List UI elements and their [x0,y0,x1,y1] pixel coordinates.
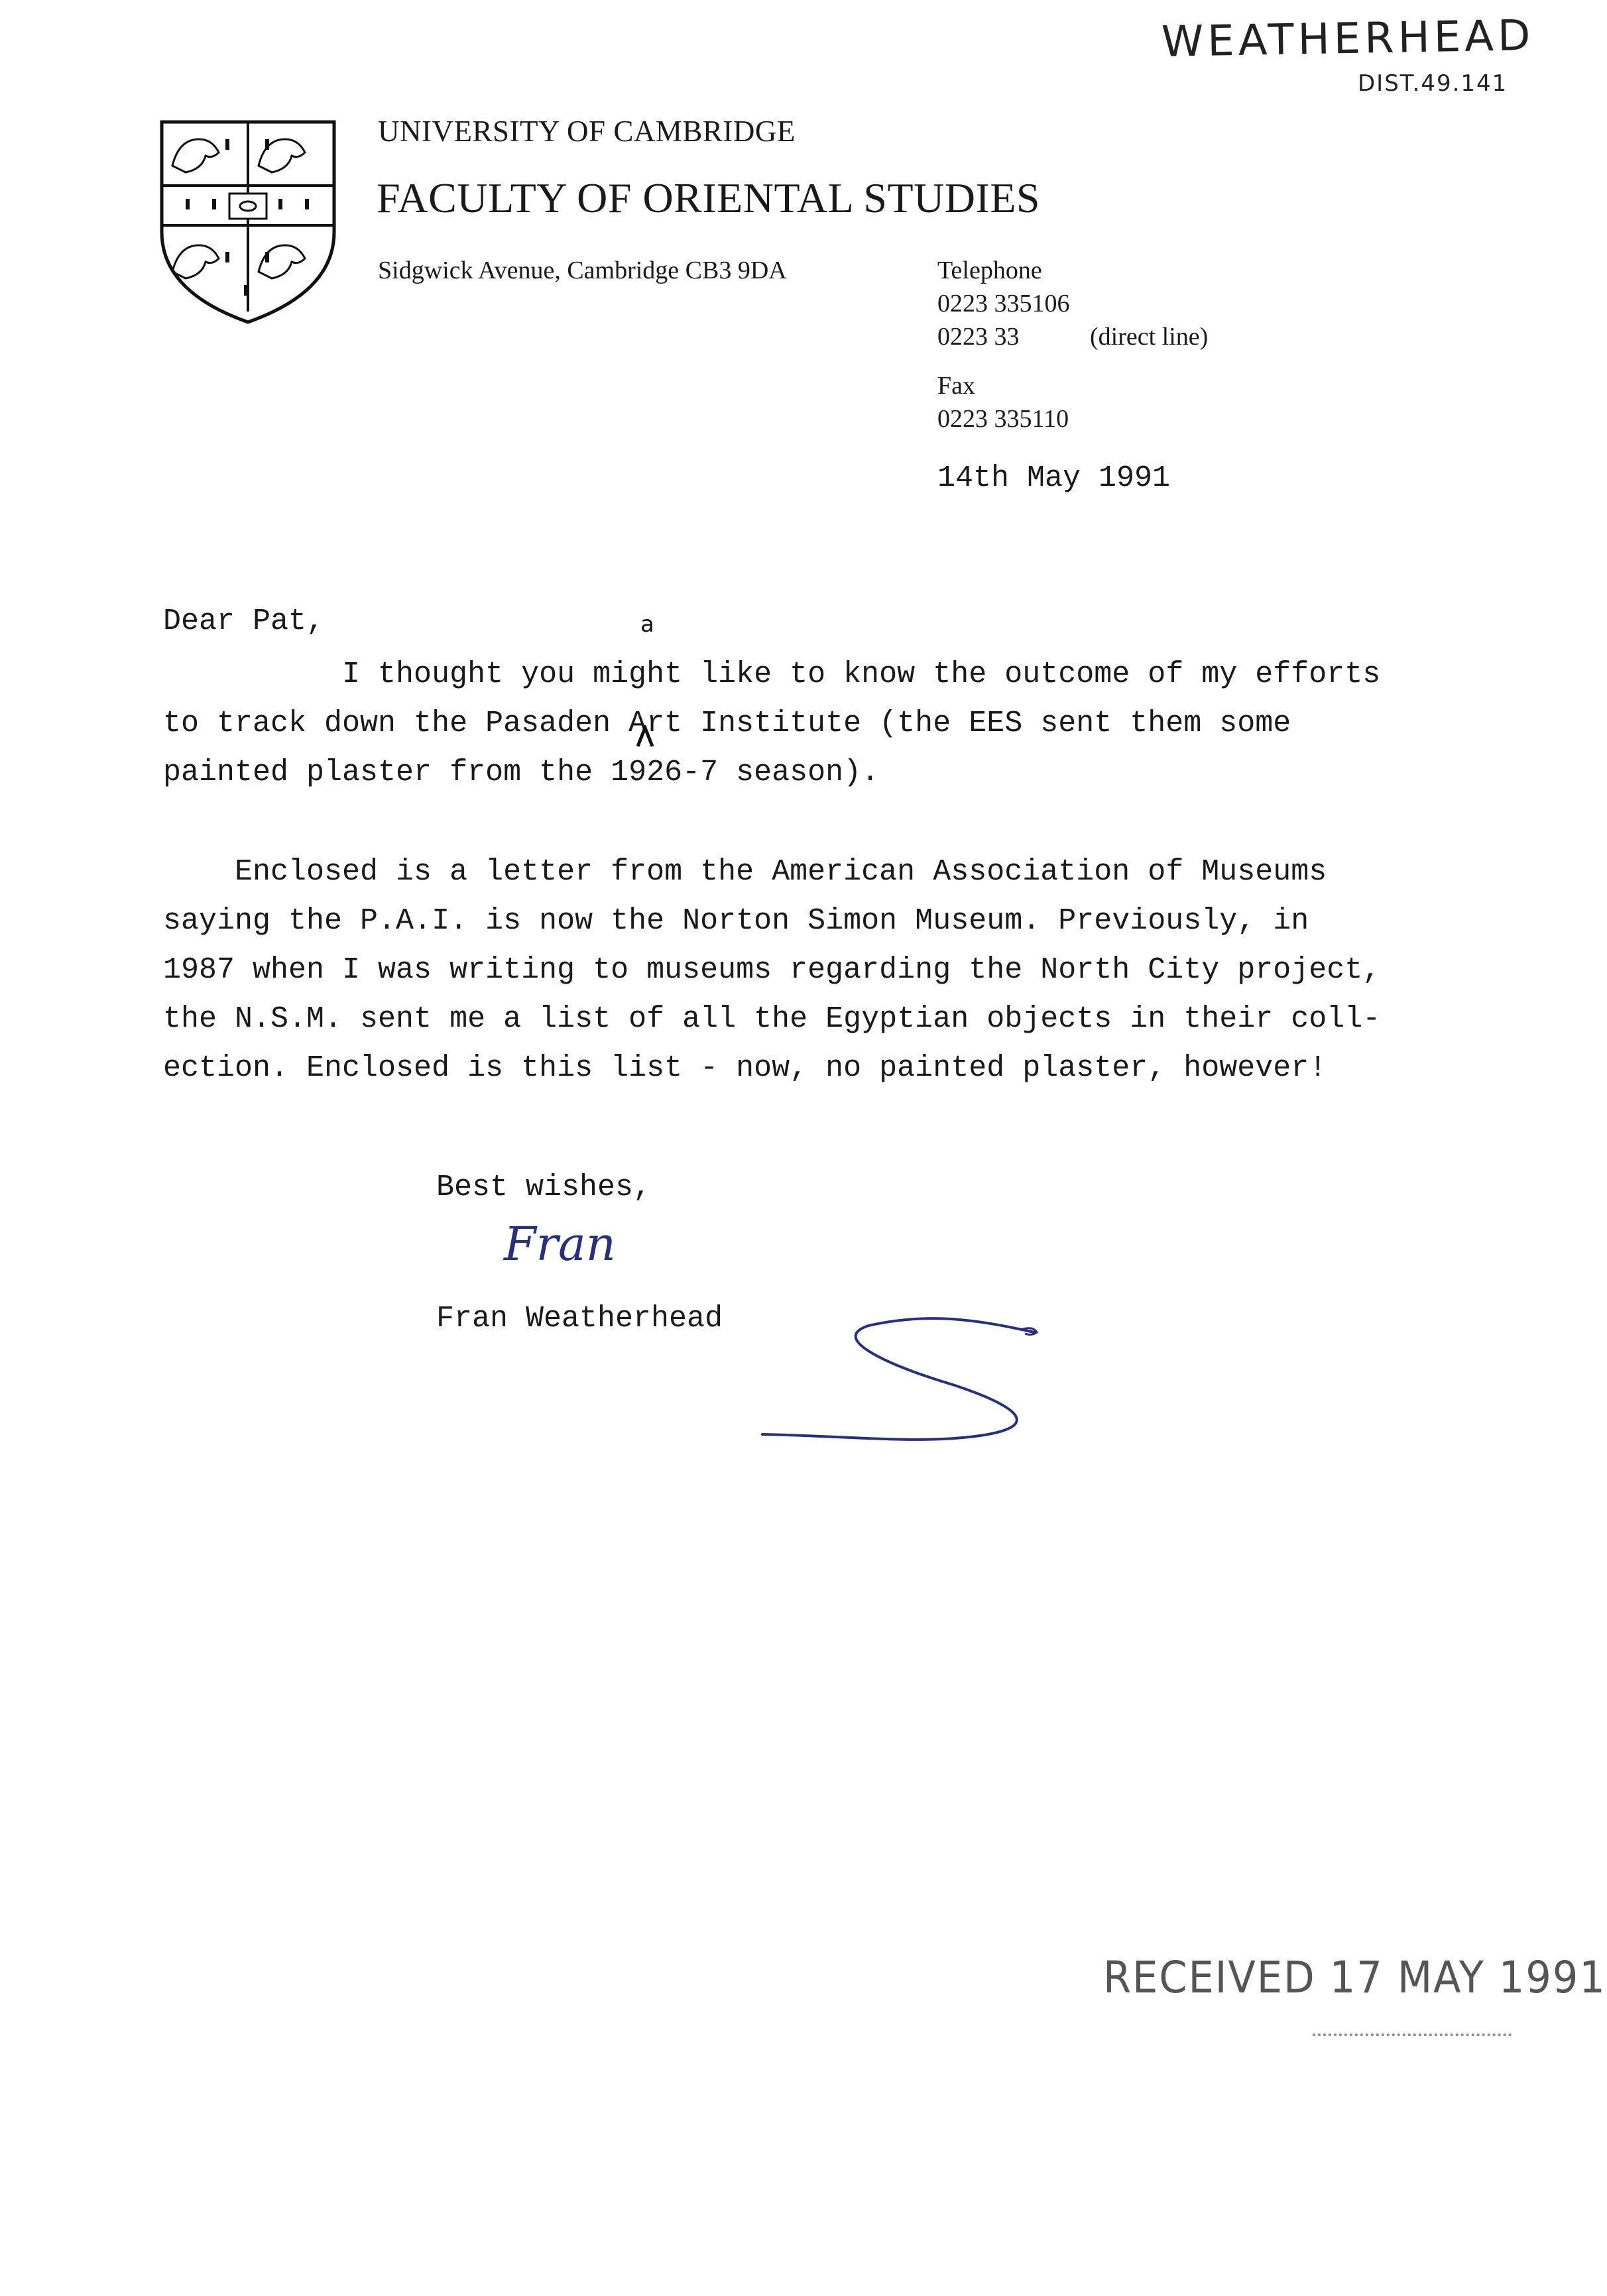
letter-date: 14th May 1991 [937,461,1171,495]
fax-label: Fax [937,372,975,400]
paragraph1-line: painted plaster from the 1926-7 season). [163,756,880,789]
salutation: Dear Pat, [163,604,325,638]
closing: Best wishes, [436,1171,652,1204]
handwritten-signature: Fran [504,1217,616,1271]
pen-stroke-mark [756,1312,1074,1448]
paragraph2-line: ection. Enclosed is this list - now, no painted plaster, however! [163,1051,1327,1085]
direct-line-label: (direct line) [1090,323,1209,351]
telephone-main: 0223 335106 [937,290,1070,317]
cambridge-crest-icon [159,119,337,325]
paragraph1-line: to track down the Pasaden Art Institute (the EES sent them some [163,707,1291,740]
received-stamp: RECEIVED 17 MAY 1991 [1103,1952,1606,2003]
faculty-address: Sidgwick Avenue, Cambridge CB3 9DA [378,257,787,284]
paragraph2-line: saying the P.A.I. is now the Norton Simon Museum. Previously, in [163,904,1309,938]
stamp-dots [1313,2034,1512,2036]
handwritten-name-annotation: WEATHERHEAD [1161,11,1535,67]
university-name: UNIVERSITY OF CAMBRIDGE [378,115,796,148]
faculty-name: FACULTY OF ORIENTAL STUDIES [377,174,1040,221]
caret-correction-mark [636,725,654,751]
handwritten-correction: a [640,611,654,638]
signatory-name: Fran Weatherhead [436,1302,723,1336]
paragraph2-line: the N.S.M. sent me a list of all the Egyptian objects in their coll- [163,1002,1381,1036]
telephone-direct: 0223 33 [937,323,1020,351]
telephone-label: Telephone [937,257,1042,284]
paragraph2-line: Enclosed is a letter from the American Association of Museums [163,855,1327,889]
paragraph2-line: 1987 when I was writing to museums regarding the North City project, [163,953,1381,987]
fax-number: 0223 335110 [937,405,1069,433]
handwritten-reference-annotation: DIST.49.141 [1358,70,1508,97]
paragraph1-line: I thought you might like to know the outcome of my efforts [163,658,1381,691]
